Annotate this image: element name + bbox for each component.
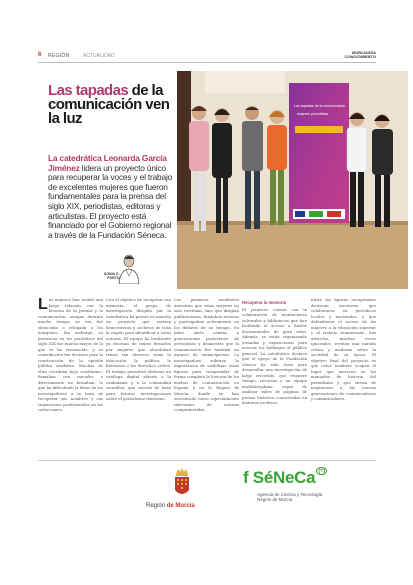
headline-highlight: Las tapadas (48, 82, 129, 99)
headline (48, 84, 173, 126)
byline-last: PORTO (107, 276, 120, 280)
section-label: REGIÓN (48, 53, 70, 59)
seneca-subtitle-1: Agencia de Ciencia y Tecnología (257, 492, 323, 497)
author-portrait (117, 252, 141, 284)
seneca-f-icon: f (243, 468, 253, 487)
brand-line-1: MURCIA/DÍA (352, 50, 376, 55)
body-column-4-text: El proyecto cuenta con la colaboración de instituciones culturales y bibliotecas que han facilitado el acceso a fondos documentales de gran valor. Además, se están organizando jornadas y exposiciones para acercar los hallazgos al público general. La catedrática destaca que el apoyo de la Fundación Séneca ha sido clave para desarrollar una investigación de largo recorrido, que requiere tiempo, recursos y un equipo multidisciplinar capaz de analizar miles de páginas de prensa histórica conservadas en distintos archivos. (242, 306, 307, 405)
lede-paragraph (48, 154, 173, 240)
body-column-5: Entre las figuras recuperadas destacan escritoras que colaboraron en periódicos locales y nacionales, y que defendieron el acceso de las mujeres a la educación superior y al trabajo remunerado. Sus artículos, muchas veces ignorados, revelan una mirada crítica y moderna sobre la sociedad de su época. El objetivo final del proyecto es que estos nombres ocupen el lugar que merecen en los manuales de historia del periodismo y que sirvan de inspiración a las nuevas generaciones de comunicadoras y comunicadores. (311, 297, 376, 401)
footer-divider (38, 460, 376, 461)
header-divider (38, 62, 376, 63)
page-header (38, 51, 376, 61)
headline-rest: de la comunicación ven la luz (48, 82, 170, 127)
body-column-3: Los primeros resultados muestran que estas mujeres no solo escribían, sino que dirigían publicaciones, fundaban revistas y participaban activamente en los debates de su tiempo. Su labor abrió camino a generaciones posteriores de periodistas y demuestra que la comunicación fue también un espacio de emancipación. La investigadora subraya la importancia de visibilizar estas figuras para comprender de forma completa la historia de los medios de comunicación en España y en la Región de Murcia, donde se han encontrado casos especialmente relevantes de autoras comprometidas. (174, 297, 239, 412)
seneca-subtitle (257, 492, 322, 502)
body-subhead: Recuperar la memoria (242, 300, 286, 305)
region-de-murcia-label (146, 503, 195, 509)
body-column-1-text: as mujeres han tenido una larga relación con la historia de la prensa y la comunicación, aunque durante mucho tiempo su voz fue silenciada o relegada a los márgenes. Sin embargo, su presencia en los periódicos del siglo XIX fue mucho mayor de lo que se ha reconocido, y su contribución fue decisiva para la construcción de la opinión pública moderna. Muchas de ellas escribían bajo seudónimo, firmaban con iniciales o directamente no firmaban, lo que ha dificultado la labor de los investigadores a la hora de recuperar sus nombres y sus trayectorias profesionales en las redacciones. (38, 297, 103, 412)
region-label-1: Región (146, 503, 166, 509)
region-de-murcia-logo (146, 466, 226, 506)
seneca-plus-icon: (+) (318, 468, 325, 474)
subsection-label: ACTUALIDAD (83, 53, 115, 59)
body-column-1 (38, 297, 103, 452)
fundacion-seneca-logo (243, 468, 327, 488)
publication-brand (345, 51, 376, 59)
banner-line-2: mujeres periodistas (297, 112, 329, 116)
banner-line-1: Las tapadas de la comunicación (294, 104, 346, 108)
seneca-subtitle-2: Región de Murcia (257, 497, 293, 502)
page-number: 6 (38, 52, 42, 58)
lede-bold: La catedrática Leonarda García Jiménez (48, 153, 167, 173)
seneca-name: SéNeCa (252, 468, 316, 487)
group-photo-illustration (177, 71, 408, 289)
lede-text: lidera un proyecto único para recuperar la voces y el trabajo de excelentes mujeres que fueron fundamentales para la prensa del siglo XIX, periodistas, editoras y articulistas. El proyecto está financiado por el Gobierno regional a través de la Fundación Séneca. (48, 162, 173, 240)
body-column-4 (242, 297, 307, 452)
body-column-2: Con el objetivo de recuperar esa memoria, el grupo de investigación dirigido por la catedrática ha puesto en marcha un proyecto que rastrea hemerotecas y archivos de toda la región para identificar a estas autoras. El equipo ha localizado ya decenas de textos firmados por mujeres que abordaban temas tan diversos como la educación, la política, la literatura o los derechos civiles. El trabajo permitirá elaborar un catálogo digital abierto a la ciudadanía y a la comunidad científica, que servirá de base para futuras investigaciones sobre el periodismo femenino. (106, 297, 171, 401)
brand-line-2: CONOCIMIENTO (344, 54, 376, 59)
region-label-2: de Murcia (166, 503, 195, 509)
group-photo (177, 71, 408, 289)
byline-name: SONIA G. (104, 272, 120, 276)
drop-cap: L (38, 297, 48, 313)
